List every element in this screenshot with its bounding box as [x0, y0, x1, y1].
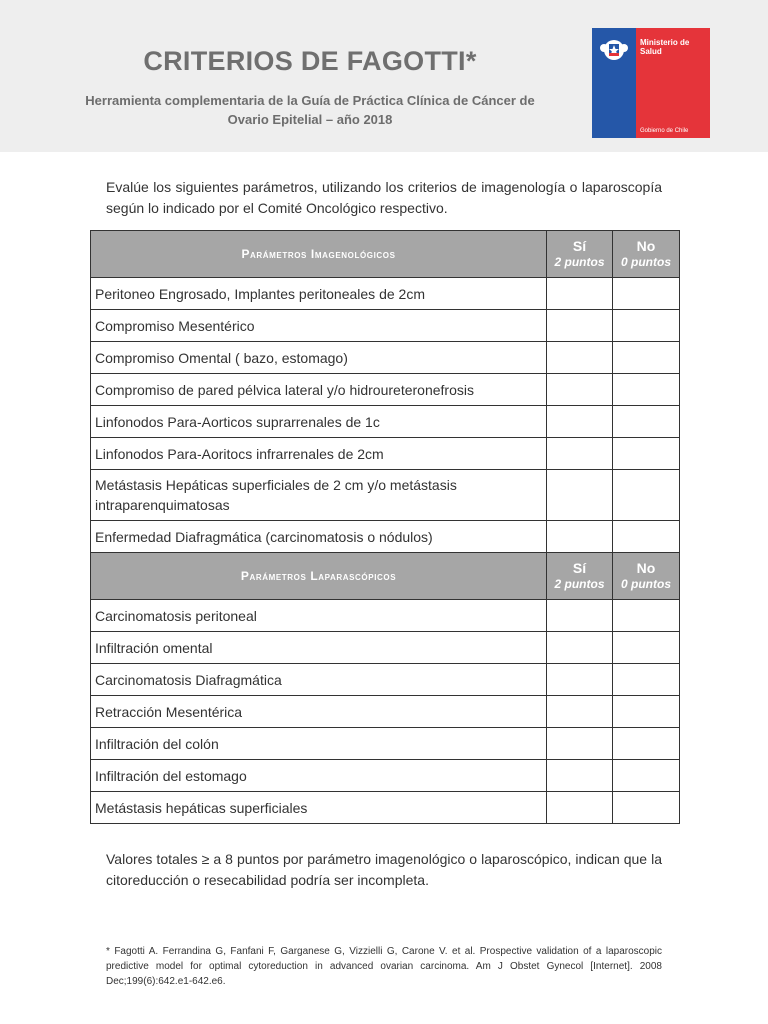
no-checkbox-cell[interactable] — [613, 664, 680, 696]
yes-checkbox-cell[interactable] — [547, 278, 613, 310]
no-column-header — [613, 553, 680, 600]
parameter-label: Linfonodos Para-Aorticos suprarrenales de 1c — [91, 406, 547, 438]
parameter-label: Enfermedad Diafragmática (carcinomatosis o nódulos) — [91, 521, 547, 553]
no-checkbox-cell[interactable] — [613, 632, 680, 664]
parameter-label: Metástasis Hepáticas superficiales de 2 cm y/o metástasis intraparenquimatosas — [91, 470, 547, 521]
imaging-header-row — [91, 231, 680, 278]
no-checkbox-cell[interactable] — [613, 792, 680, 824]
no-checkbox-cell[interactable] — [613, 438, 680, 470]
yes-points: 2 puntos — [554, 255, 605, 269]
parameter-label: Metástasis hepáticas superficiales — [91, 792, 547, 824]
yes-column-header — [547, 553, 613, 600]
parameter-label: Retracción Mesentérica — [91, 696, 547, 728]
yes-checkbox-cell[interactable] — [547, 696, 613, 728]
parameter-label: Infiltración omental — [91, 632, 547, 664]
subtitle-line-1: Herramienta complementaria de la Guía de Práctica Clínica de Cáncer de — [85, 93, 535, 108]
no-checkbox-cell[interactable] — [613, 342, 680, 374]
ministry-logo — [592, 28, 710, 138]
yes-checkbox-cell[interactable] — [547, 406, 613, 438]
parameter-label: Infiltración del estomago — [91, 760, 547, 792]
no-label: No — [636, 238, 656, 254]
laparoscopic-parameter-row — [91, 696, 680, 728]
yes-checkbox-cell[interactable] — [547, 438, 613, 470]
no-points: 0 puntos — [621, 255, 671, 269]
laparoscopic-parameter-row — [91, 760, 680, 792]
yes-checkbox-cell[interactable] — [547, 342, 613, 374]
parameter-label: Compromiso de pared pélvica lateral y/o hidroureteronefrosis — [91, 374, 547, 406]
no-label: No — [636, 560, 656, 576]
parameter-label: Carcinomatosis peritoneal — [91, 600, 547, 632]
logo-ministry-text: Ministerio de Salud — [640, 38, 690, 56]
intro-paragraph: Evalúe los siguientes parámetros, utilizando los criterios de imagenología o laparoscopía según lo indicado por el Comité Oncológico respectivo. — [106, 179, 662, 216]
parameter-label: Infiltración del colón — [91, 728, 547, 760]
yes-checkbox-cell[interactable] — [547, 470, 613, 521]
parameter-label: Compromiso Omental ( bazo, estomago) — [91, 342, 547, 374]
reference-footnote: * Fagotti A. Ferrandina G, Fanfani F, Garganese G, Vizzielli G, Carone V. et al. Prospective validation of a laparoscopic predictive model for optimal cytoreduction in advanced ovarian carcinoma. Am J Obstet Gynecol [Internet]. 2008 Dec;199(6):642.e1-642.e6. — [106, 946, 662, 987]
imaging-parameter-row — [91, 310, 680, 342]
no-points: 0 puntos — [621, 577, 671, 591]
no-checkbox-cell[interactable] — [613, 310, 680, 342]
no-checkbox-cell[interactable] — [613, 521, 680, 553]
page-subtitle — [40, 91, 580, 129]
section-title: Parámetros Laparascópicos — [91, 553, 547, 600]
yes-checkbox-cell[interactable] — [547, 664, 613, 696]
imaging-parameter-row — [91, 374, 680, 406]
coat-of-arms-icon — [596, 34, 632, 68]
yes-column-header — [547, 231, 613, 278]
yes-points: 2 puntos — [554, 577, 605, 591]
no-checkbox-cell[interactable] — [613, 470, 680, 521]
no-column-header — [613, 231, 680, 278]
parameter-label: Carcinomatosis Diafragmática — [91, 664, 547, 696]
yes-checkbox-cell[interactable] — [547, 521, 613, 553]
laparoscopic-parameter-row — [91, 792, 680, 824]
parameter-label: Peritoneo Engrosado, Implantes peritoneales de 2cm — [91, 278, 547, 310]
imaging-parameter-row — [91, 438, 680, 470]
criteria-table — [90, 230, 680, 824]
no-checkbox-cell[interactable] — [613, 600, 680, 632]
subtitle-line-2: Ovario Epitelial – año 2018 — [227, 112, 393, 127]
yes-checkbox-cell[interactable] — [547, 792, 613, 824]
parameter-label: Compromiso Mesentérico — [91, 310, 547, 342]
no-checkbox-cell[interactable] — [613, 728, 680, 760]
yes-checkbox-cell[interactable] — [547, 310, 613, 342]
outcome-note: Valores totales ≥ a 8 puntos por parámetro imagenológico o laparoscópico, indican que la citoreducción o resecabilidad podría ser incompleta. — [106, 851, 662, 888]
laparoscopic-parameter-row — [91, 728, 680, 760]
laparoscopic-parameter-row — [91, 664, 680, 696]
yes-checkbox-cell[interactable] — [547, 760, 613, 792]
parameter-label: Linfonodos Para-Aoritocs infrarrenales de 2cm — [91, 438, 547, 470]
laparoscopic-parameter-row — [91, 632, 680, 664]
no-checkbox-cell[interactable] — [613, 696, 680, 728]
yes-checkbox-cell[interactable] — [547, 600, 613, 632]
yes-checkbox-cell[interactable] — [547, 728, 613, 760]
imaging-parameter-row — [91, 470, 680, 521]
no-checkbox-cell[interactable] — [613, 760, 680, 792]
logo-gov-text: Gobierno de Chile — [640, 128, 689, 134]
section-title: Parámetros Imagenológicos — [91, 231, 547, 278]
no-checkbox-cell[interactable] — [613, 374, 680, 406]
imaging-parameter-row — [91, 406, 680, 438]
laparoscopic-parameter-row — [91, 600, 680, 632]
laparoscopic-header-row — [91, 553, 680, 600]
yes-label: Sí — [572, 560, 587, 576]
no-checkbox-cell[interactable] — [613, 278, 680, 310]
logo-blue-panel — [592, 28, 636, 138]
imaging-parameter-row — [91, 521, 680, 553]
imaging-parameter-row — [91, 278, 680, 310]
imaging-parameter-row — [91, 342, 680, 374]
yes-checkbox-cell[interactable] — [547, 374, 613, 406]
no-checkbox-cell[interactable] — [613, 406, 680, 438]
page-header — [0, 0, 768, 152]
logo-red-panel — [636, 28, 710, 138]
yes-label: Sí — [572, 238, 587, 254]
page-title: CRITERIOS DE FAGOTTI* — [143, 46, 477, 76]
yes-checkbox-cell[interactable] — [547, 632, 613, 664]
